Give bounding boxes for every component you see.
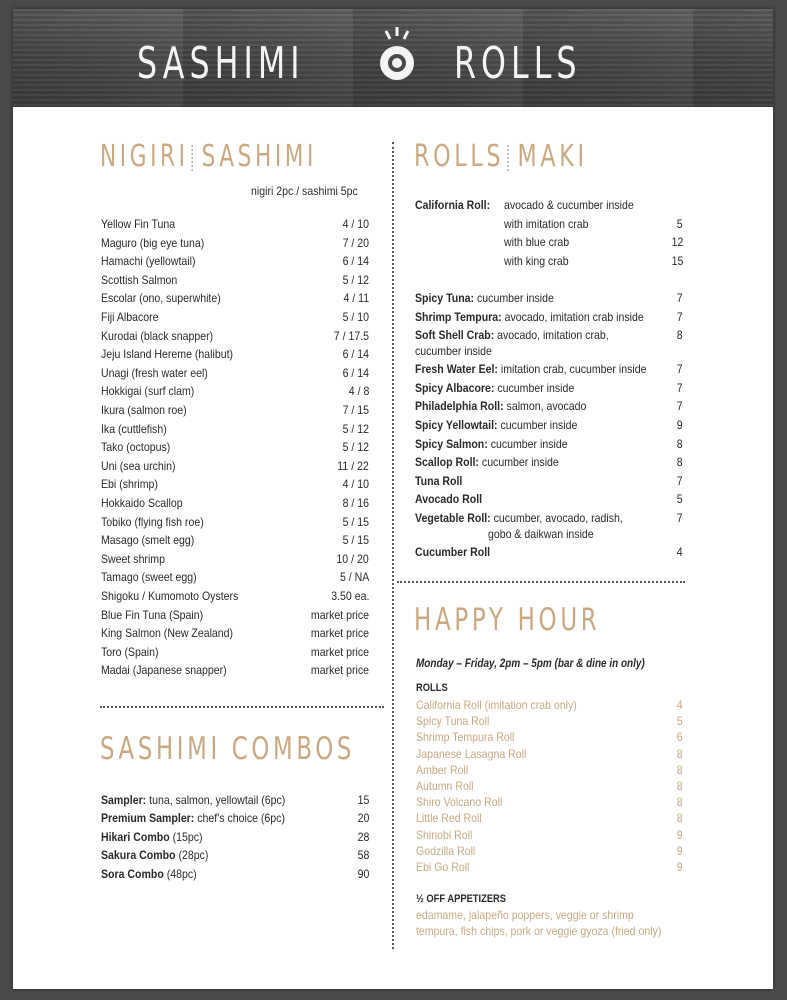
nigiri-item-price: market price (310, 607, 369, 622)
happy-hour-roll-name: Shinobi Roll (416, 827, 473, 842)
nigiri-item-price: 5 / 12 (342, 440, 369, 455)
roll-item-name: Spicy Tuna: (415, 291, 475, 305)
happy-hour-roll-price: 8 (677, 779, 683, 793)
nigiri-item-price: market price (310, 644, 369, 659)
nigiri-item-price: 3.50 ea. (330, 589, 369, 603)
happy-hour-roll-name: Shrimp Tempura Roll (416, 730, 515, 745)
roll-item-name: Avocado Roll (415, 492, 483, 507)
roll-item-name: Shrimp Tempura: (415, 309, 502, 324)
happy-hour-roll-name: Autumn Roll (416, 779, 474, 793)
roll-item-name: Spicy Albacore: (415, 380, 495, 395)
california-roll-option: with imitation crab (504, 216, 589, 231)
happy-hour-roll-name: Amber Roll (416, 762, 469, 777)
roll-item-name: Soft Shell Crab: (415, 328, 495, 343)
nigiri-item-price: 6 / 14 (342, 347, 369, 362)
combo-item-price: 90 (357, 866, 369, 881)
happy-hour-roll-name: Little Red Roll (416, 811, 482, 826)
roll-item (415, 437, 568, 451)
roll-item (415, 310, 644, 324)
combo-item (101, 811, 285, 825)
combo-item-desc: (28pc) (178, 848, 209, 863)
roll-item (415, 492, 482, 506)
nigiri-item-name: Fiji Albacore (101, 310, 159, 324)
sushi-icon (376, 25, 418, 87)
nigiri-item-name: Yellow Fin Tuna (101, 217, 176, 231)
roll-item-desc: cucumber inside (497, 380, 575, 395)
happy-hour-roll-price: 5 (677, 714, 683, 729)
nigiri-item-price: 5 / 15 (342, 514, 369, 529)
california-roll-price: 5 (677, 216, 683, 231)
roll-item-price: 7 (677, 511, 683, 525)
roll-item-desc: avocado, imitation crab inside (504, 309, 644, 324)
happy-hour-title: HAPPY HOUR (414, 602, 601, 638)
combo-item-price: 20 (357, 811, 369, 826)
roll-item-price: 7 (677, 399, 683, 414)
nigiri-item-price: 6 / 14 (342, 254, 369, 269)
nigiri-item-name: Ikura (salmon roe) (101, 403, 187, 417)
nigiri-item-name: Hamachi (yellowtail) (101, 254, 196, 269)
happy-hour-roll-name: Spicy Tuna Roll (416, 714, 490, 729)
happy-hour-roll-price: 6 (677, 730, 683, 745)
menu-page (13, 9, 773, 989)
happy-hour-subtitle: Monday – Friday, 2pm – 5pm (bar & dine in only) (416, 656, 645, 670)
roll-item (415, 455, 559, 469)
rolls-title: ROLLS (414, 139, 505, 174)
nigiri-item-name: Toro (Spain) (101, 644, 159, 659)
title-separator (507, 145, 508, 171)
roll-item-price: 9 (677, 418, 683, 432)
roll-item (415, 511, 623, 525)
happy-hour-roll-price: 9 (677, 827, 683, 842)
roll-item-desc: cucumber inside (490, 436, 568, 451)
roll-item (415, 474, 462, 488)
happy-hour-rolls-heading: ROLLS (416, 682, 448, 694)
happy-hour-roll-name: Shiro Volcano Roll (416, 795, 503, 810)
nigiri-item-name: Jeju Island Hereme (halibut) (101, 347, 234, 362)
left-section-divider (100, 706, 384, 708)
nigiri-item-name: Scottish Salmon (101, 272, 178, 287)
combo-item (101, 830, 203, 844)
roll-item-name: Cucumber Roll (415, 545, 491, 559)
rolls-maki-title (414, 139, 588, 175)
roll-item-price: 7 (677, 380, 683, 395)
nigiri-sashimi-title (100, 139, 317, 175)
combo-item (101, 867, 197, 881)
roll-item (415, 291, 554, 305)
roll-item-price: 8 (677, 455, 683, 470)
combos-title: SASHIMI COMBOS (100, 731, 355, 767)
nigiri-item-name: Hokkaido Scallop (101, 496, 183, 510)
nigiri-item-name: Unagi (fresh water eel) (101, 365, 208, 380)
roll-item-name: Philadelphia Roll: (415, 399, 504, 414)
combo-item-name: Sora Combo (101, 866, 164, 881)
nigiri-title: NIGIRI (100, 139, 189, 174)
combo-item-price: 28 (357, 829, 369, 844)
combo-item (101, 848, 208, 862)
roll-item-price: 5 (677, 492, 683, 507)
nigiri-item-price: 4 / 8 (348, 384, 369, 399)
nigiri-item-price: market price (310, 626, 369, 641)
nigiri-item-price: 4 / 11 (343, 291, 369, 306)
combo-item (101, 793, 285, 807)
nigiri-item-price: 4 / 10 (342, 477, 369, 492)
nigiri-item-price: 5 / NA (339, 570, 369, 585)
combo-item-desc: chef's choice (6pc) (197, 811, 285, 826)
california-roll-option: avocado & cucumber inside (504, 198, 634, 212)
nigiri-item-name: Tako (octopus) (101, 440, 171, 455)
header-title-left: SASHIMI (137, 38, 305, 89)
nigiri-item-price: 4 / 10 (342, 217, 369, 231)
happy-hour-roll-price: 4 (677, 698, 683, 712)
roll-item-name: Fresh Water Eel: (415, 362, 498, 377)
roll-item-name: Spicy Yellowtail: (415, 418, 498, 432)
roll-item-name: Spicy Salmon: (415, 436, 488, 451)
nigiri-item-price: 6 / 14 (342, 365, 369, 380)
nigiri-item-name: Shigoku / Kumomoto Oysters (101, 589, 239, 603)
roll-item-price: 8 (677, 328, 683, 343)
right-section-divider (397, 581, 685, 583)
happy-hour-roll-price: 8 (677, 795, 683, 810)
roll-item-desc: cucumber, avocado, radish, (493, 511, 623, 525)
combo-item-price: 58 (357, 848, 369, 863)
nigiri-item-price: 5 / 10 (342, 310, 369, 324)
nigiri-item-name: Masago (smelt egg) (101, 533, 195, 548)
roll-item-name: Tuna Roll (415, 473, 463, 488)
roll-item (415, 362, 646, 376)
roll-item-desc-cont: cucumber inside (415, 343, 492, 358)
roll-item-price: 8 (677, 436, 683, 451)
happy-hour-roll-price: 8 (677, 811, 683, 826)
california-roll-option: with king crab (504, 253, 569, 268)
nigiri-item-name: King Salmon (New Zealand) (101, 626, 234, 641)
nigiri-item-name: Escolar (ono, superwhite) (101, 291, 221, 306)
roll-item (415, 399, 586, 413)
title-separator (191, 145, 192, 171)
combo-item-name: Hikari Combo (101, 829, 170, 844)
nigiri-item-name: Madai (Japanese snapper) (101, 663, 227, 678)
roll-item-desc: avocado, imitation crab, (497, 328, 609, 343)
combo-item-name: Sakura Combo (101, 848, 176, 863)
combo-item-price: 15 (357, 793, 369, 807)
roll-item-price: 7 (677, 309, 683, 324)
nigiri-item-name: Tobiko (flying fish roe) (101, 514, 204, 529)
roll-item-price: 4 (677, 545, 683, 559)
roll-item-desc: imitation crab, cucumber inside (500, 362, 647, 377)
appetizers-line-1: edamame, jalapeño poppers, veggie or shrimp (416, 908, 634, 922)
nigiri-item-price: 5 / 15 (342, 533, 369, 548)
roll-item-desc: cucumber inside (477, 291, 554, 305)
roll-item-name: Scallop Roll: (415, 455, 479, 470)
roll-item (415, 381, 574, 395)
happy-hour-roll-name: Godzilla Roll (416, 843, 476, 858)
happy-hour-roll-price: 9 (677, 860, 683, 874)
happy-hour-roll-price: 8 (677, 746, 683, 761)
roll-item-price: 7 (677, 473, 683, 488)
nigiri-item-name: Tamago (sweet egg) (101, 570, 197, 585)
appetizers-heading: ½ OFF APPETIZERS (416, 893, 507, 905)
roll-item-desc: cucumber inside (500, 418, 578, 432)
nigiri-item-price: 7 / 15 (342, 403, 369, 417)
happy-hour-roll-price: 9 (677, 843, 683, 858)
combo-item-desc: tuna, salmon, yellowtail (6pc) (149, 793, 286, 807)
nigiri-item-price: 8 / 16 (342, 496, 369, 510)
roll-item (415, 328, 609, 342)
roll-item-price: 7 (677, 362, 683, 377)
roll-item (415, 545, 490, 559)
nigiri-item-name: Kurodai (black snapper) (101, 328, 214, 343)
california-roll-name: California Roll: (415, 198, 491, 212)
nigiri-item-name: Uni (sea urchin) (101, 458, 176, 473)
nigiri-item-price: 10 / 20 (336, 551, 369, 566)
nigiri-item-name: Hokkigai (surf clam) (101, 384, 195, 399)
roll-item-desc: salmon, avocado (506, 399, 587, 414)
nigiri-item-price: 5 / 12 (342, 421, 369, 436)
roll-item (415, 418, 577, 432)
nigiri-item-name: Maguro (big eye tuna) (101, 235, 205, 250)
roll-item-price: 7 (677, 291, 683, 305)
appetizers-line-2: tempura, fish chips, pork or veggie gyoza (fried only) (416, 924, 662, 938)
column-divider (392, 142, 394, 949)
roll-item-desc: cucumber inside (481, 455, 559, 470)
combo-item-desc: (15pc) (172, 829, 203, 844)
nigiri-item-name: Ika (cuttlefish) (101, 421, 167, 436)
roll-item-name: Vegetable Roll: (415, 511, 491, 525)
sashimi-title: SASHIMI (201, 139, 318, 174)
combo-item-desc: (48pc) (166, 866, 197, 881)
california-roll-price: 15 (671, 253, 683, 268)
nigiri-item-name: Blue Fin Tuna (Spain) (101, 607, 204, 622)
nigiri-item-price: 11 / 22 (337, 458, 369, 473)
california-roll-option: with blue crab (504, 235, 570, 250)
combo-item-name: Sampler: (101, 793, 147, 807)
california-roll-price: 12 (671, 235, 683, 250)
nigiri-item-name: Sweet shrimp (101, 551, 165, 566)
happy-hour-roll-price: 8 (677, 762, 683, 777)
maki-title: MAKI (517, 139, 588, 174)
happy-hour-roll-name: Ebi Go Roll (416, 860, 470, 874)
nigiri-item-price: market price (310, 663, 369, 678)
header-title-right: ROLLS (454, 38, 582, 89)
nigiri-item-price: 7 / 17.5 (333, 328, 369, 343)
happy-hour-roll-name: California Roll (imitation crab only) (416, 698, 577, 712)
nigiri-item-name: Ebi (shrimp) (101, 477, 158, 492)
combo-item-name: Premium Sampler: (101, 811, 195, 826)
header-banner (13, 9, 773, 107)
nigiri-item-price: 7 / 20 (342, 235, 369, 250)
nigiri-subtitle: nigiri 2pc / sashimi 5pc (251, 184, 358, 198)
roll-item-desc-cont: gobo & daikwan inside (488, 526, 594, 541)
happy-hour-roll-name: Japanese Lasagna Roll (416, 746, 527, 761)
nigiri-item-price: 5 / 12 (342, 272, 369, 287)
